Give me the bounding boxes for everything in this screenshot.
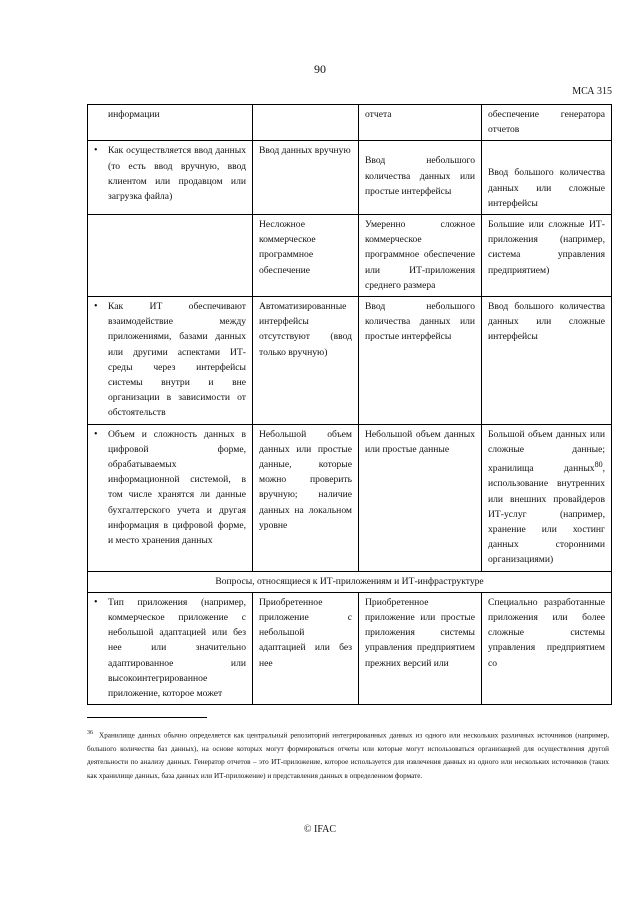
table-cell: Приобретенное приложение или простые приложения системы управления предприятием прежних версий или <box>359 592 482 704</box>
bullet-icon: • <box>94 596 98 608</box>
table-cell <box>88 141 253 215</box>
footnote <box>87 727 609 783</box>
table-cell <box>482 424 612 571</box>
bullet-icon: • <box>94 301 98 313</box>
table-cell: Небольшой объем данных или простые данные, которые можно проверить вручную; наличие данных на локальном уровне <box>253 424 359 571</box>
footnote-text: Хранилище данных обычно определяется как центральный репозиторий интегрированных данных из одного или нескольких различных источников (например, большого количества баз данных), на основе которых могут формироваться отчеты или которые могут использоваться организацией для осуществления другой деятельности по анализу данных. Генератор отчетов – это ИТ-приложение, которое используется для извлечения данных из одного или нескольких источников (таких как хранилище данных, база данных или ИТ-приложение) и представления данных в определенном формате. <box>87 731 609 780</box>
bullet-icon: • <box>94 145 98 157</box>
cell-text: , использование внутренних или внешних провайдеров ИТ-услуг (например, хранение или хостинг данных сторонними организациями) <box>488 463 605 566</box>
table-row <box>88 297 612 425</box>
table-cell: Специально разработанные приложения или более сложные системы управления предприятием со <box>482 592 612 704</box>
cell-text: Объем и сложность данных в цифровой форме, обрабатываемых информационной системой, в том числе хранятся ли данные бухгалтерского учета и другая информация в цифровой форме, и место хранения данных <box>108 428 246 547</box>
document-code: МСА 315 <box>572 86 612 97</box>
it-environment-table <box>87 104 612 705</box>
table-cell: Несложное коммерческое программное обеспечение <box>253 215 359 297</box>
table-cell: Небольшой объем данных или простые данные <box>359 424 482 571</box>
footnote-separator <box>87 717 207 718</box>
table-cell: Ввод большого количества данных или сложные интерфейсы <box>482 141 612 215</box>
table-cell <box>88 297 253 425</box>
table-cell <box>88 215 253 297</box>
table-cell: Автоматизированные интерфейсы отсутствуют (ввод только вручную) <box>253 297 359 425</box>
table-cell: обеспечение генератора отчетов <box>482 105 612 141</box>
section-heading: Вопросы, относящиеся к ИТ-приложениям и ИТ-инфраструктуре <box>88 571 612 592</box>
table-row <box>88 424 612 571</box>
table-cell: Ввод большого количества данных или сложные интерфейсы <box>482 297 612 425</box>
table-cell: Ввод небольшого количества данных или простые интерфейсы <box>359 141 482 215</box>
table-cell <box>88 105 253 141</box>
table-cell: Ввод небольшого количества данных или простые интерфейсы <box>359 297 482 425</box>
cell-text: Большой объем данных или сложные данные; хранилища данных <box>488 428 605 475</box>
table-cell <box>88 424 253 571</box>
table-row <box>88 215 612 297</box>
cell-text: Тип приложения (например, коммерческое приложение с небольшой адаптацией или без нее или значительно адаптированное или высокоинтегрированное приложение, которое может <box>108 596 246 700</box>
cell-text: Как осуществляется ввод данных (то есть ввод вручную, ввод клиентом или продавцом или загрузка файла) <box>108 145 246 203</box>
page-number: 90 <box>314 62 326 76</box>
table-cell <box>253 105 359 141</box>
footnote-ref[interactable]: 80 <box>594 460 603 470</box>
table-cell: отчета <box>359 105 482 141</box>
table-row <box>88 592 612 704</box>
table-row <box>88 105 612 141</box>
table-cell: Приобретенное приложение с небольшой адаптацией или без нее <box>253 592 359 704</box>
bullet-icon: • <box>94 428 98 440</box>
table-row <box>88 571 612 592</box>
table-cell <box>88 592 253 704</box>
cell-text: информации <box>108 109 160 120</box>
table-cell: Умеренно сложное коммерческое программное обеспечение или ИТ-приложения среднего размера <box>359 215 482 297</box>
table-cell: Ввод данных вручную <box>253 141 359 215</box>
footnote-number: 36 <box>87 730 93 736</box>
table-row <box>88 141 612 215</box>
cell-text: Как ИТ обеспечивают взаимодействие между приложениями, базами данных или другими аспектами ИТ-среды через интерфейсы системы внутри и вне организации в зависимости от обстоятельств <box>108 301 246 419</box>
copyright: © IFAC <box>303 824 337 835</box>
table-cell: Большие или сложные ИТ-приложения (например, система управления предприятием) <box>482 215 612 297</box>
